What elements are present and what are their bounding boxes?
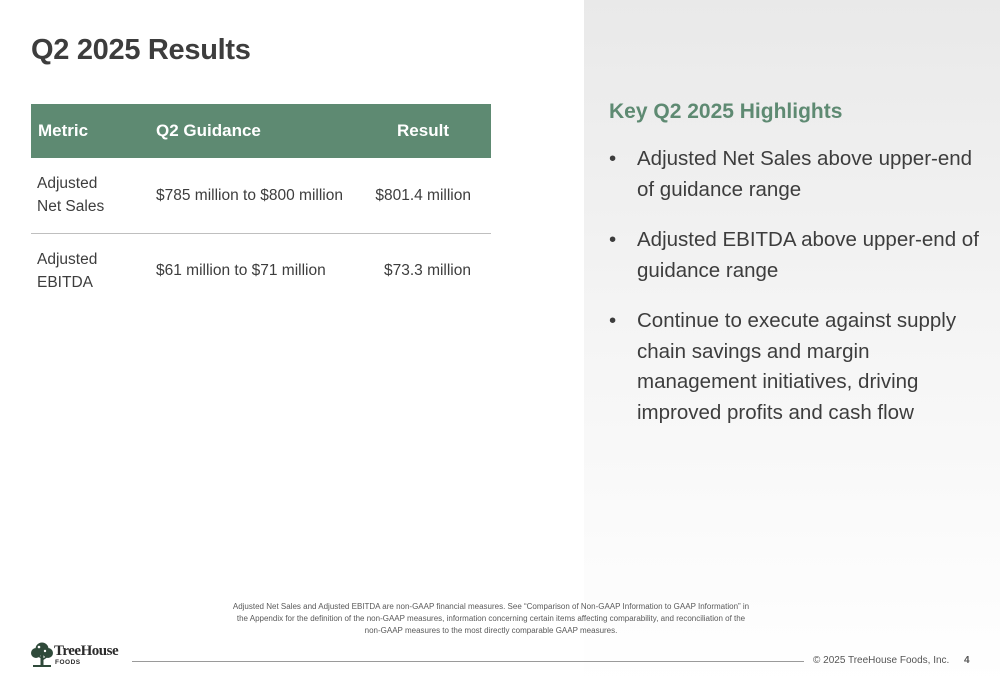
list-item — [609, 144, 979, 205]
guidance-cell: $61 million to $71 million — [156, 262, 326, 280]
header-guidance: Q2 Guidance — [149, 104, 359, 158]
header-metric: Metric — [31, 104, 149, 158]
bullet-marker: • — [609, 309, 617, 332]
table-header-row — [31, 104, 491, 158]
copyright-text: © 2025 TreeHouse Foods, Inc. — [813, 655, 950, 666]
header-result: Result — [359, 104, 491, 158]
result-cell: $801.4 million — [359, 158, 491, 233]
metric-line: Adjusted — [37, 175, 98, 193]
metric-cell — [31, 158, 149, 233]
table-row — [31, 158, 491, 233]
metric-line: Adjusted — [37, 250, 98, 268]
bullet-text: Continue to execute against supply chain savings and margin management initiatives, driving improved profits and cash flow — [637, 309, 957, 424]
logo-wordmark: TreeHouse — [54, 643, 119, 659]
bullet-text: Adjusted Net Sales above upper-end of guidance range — [637, 147, 973, 201]
result-cell: $73.3 million — [383, 262, 471, 280]
page-number: 4 — [964, 655, 970, 666]
list-item — [609, 225, 979, 286]
list-item — [609, 306, 979, 428]
footnote: Adjusted Net Sales and Adjusted EBITDA are non-GAAP financial measures. See “Comparison of Non-GAAP Information to GAAP Information” in the Appendix for the definition of the non-GAAP measures, information concerning certain items affecting comparability, and reconciliation of the non-GAAP measures to the most directly comparable GAAP measures. — [232, 602, 750, 635]
bullet-text: Adjusted EBITDA above upper-end of guidance range — [637, 228, 979, 282]
bullet-marker: • — [609, 228, 617, 251]
bullet-marker: • — [609, 147, 617, 170]
results-table — [31, 104, 491, 308]
page-title: Q2 2025 Results — [31, 34, 251, 66]
highlights-list — [609, 144, 979, 448]
footer-divider — [132, 661, 804, 662]
metric-line: EBITDA — [37, 273, 93, 291]
tree-icon — [30, 641, 54, 668]
treehouse-logo — [30, 641, 125, 669]
logo-subtitle: FOODS — [55, 659, 81, 666]
table-row — [31, 233, 491, 308]
guidance-cell: $785 million to $800 million — [149, 158, 359, 233]
highlights-title: Key Q2 2025 Highlights — [609, 100, 843, 123]
metric-line: Net Sales — [37, 198, 105, 216]
metric-cell — [31, 233, 149, 308]
